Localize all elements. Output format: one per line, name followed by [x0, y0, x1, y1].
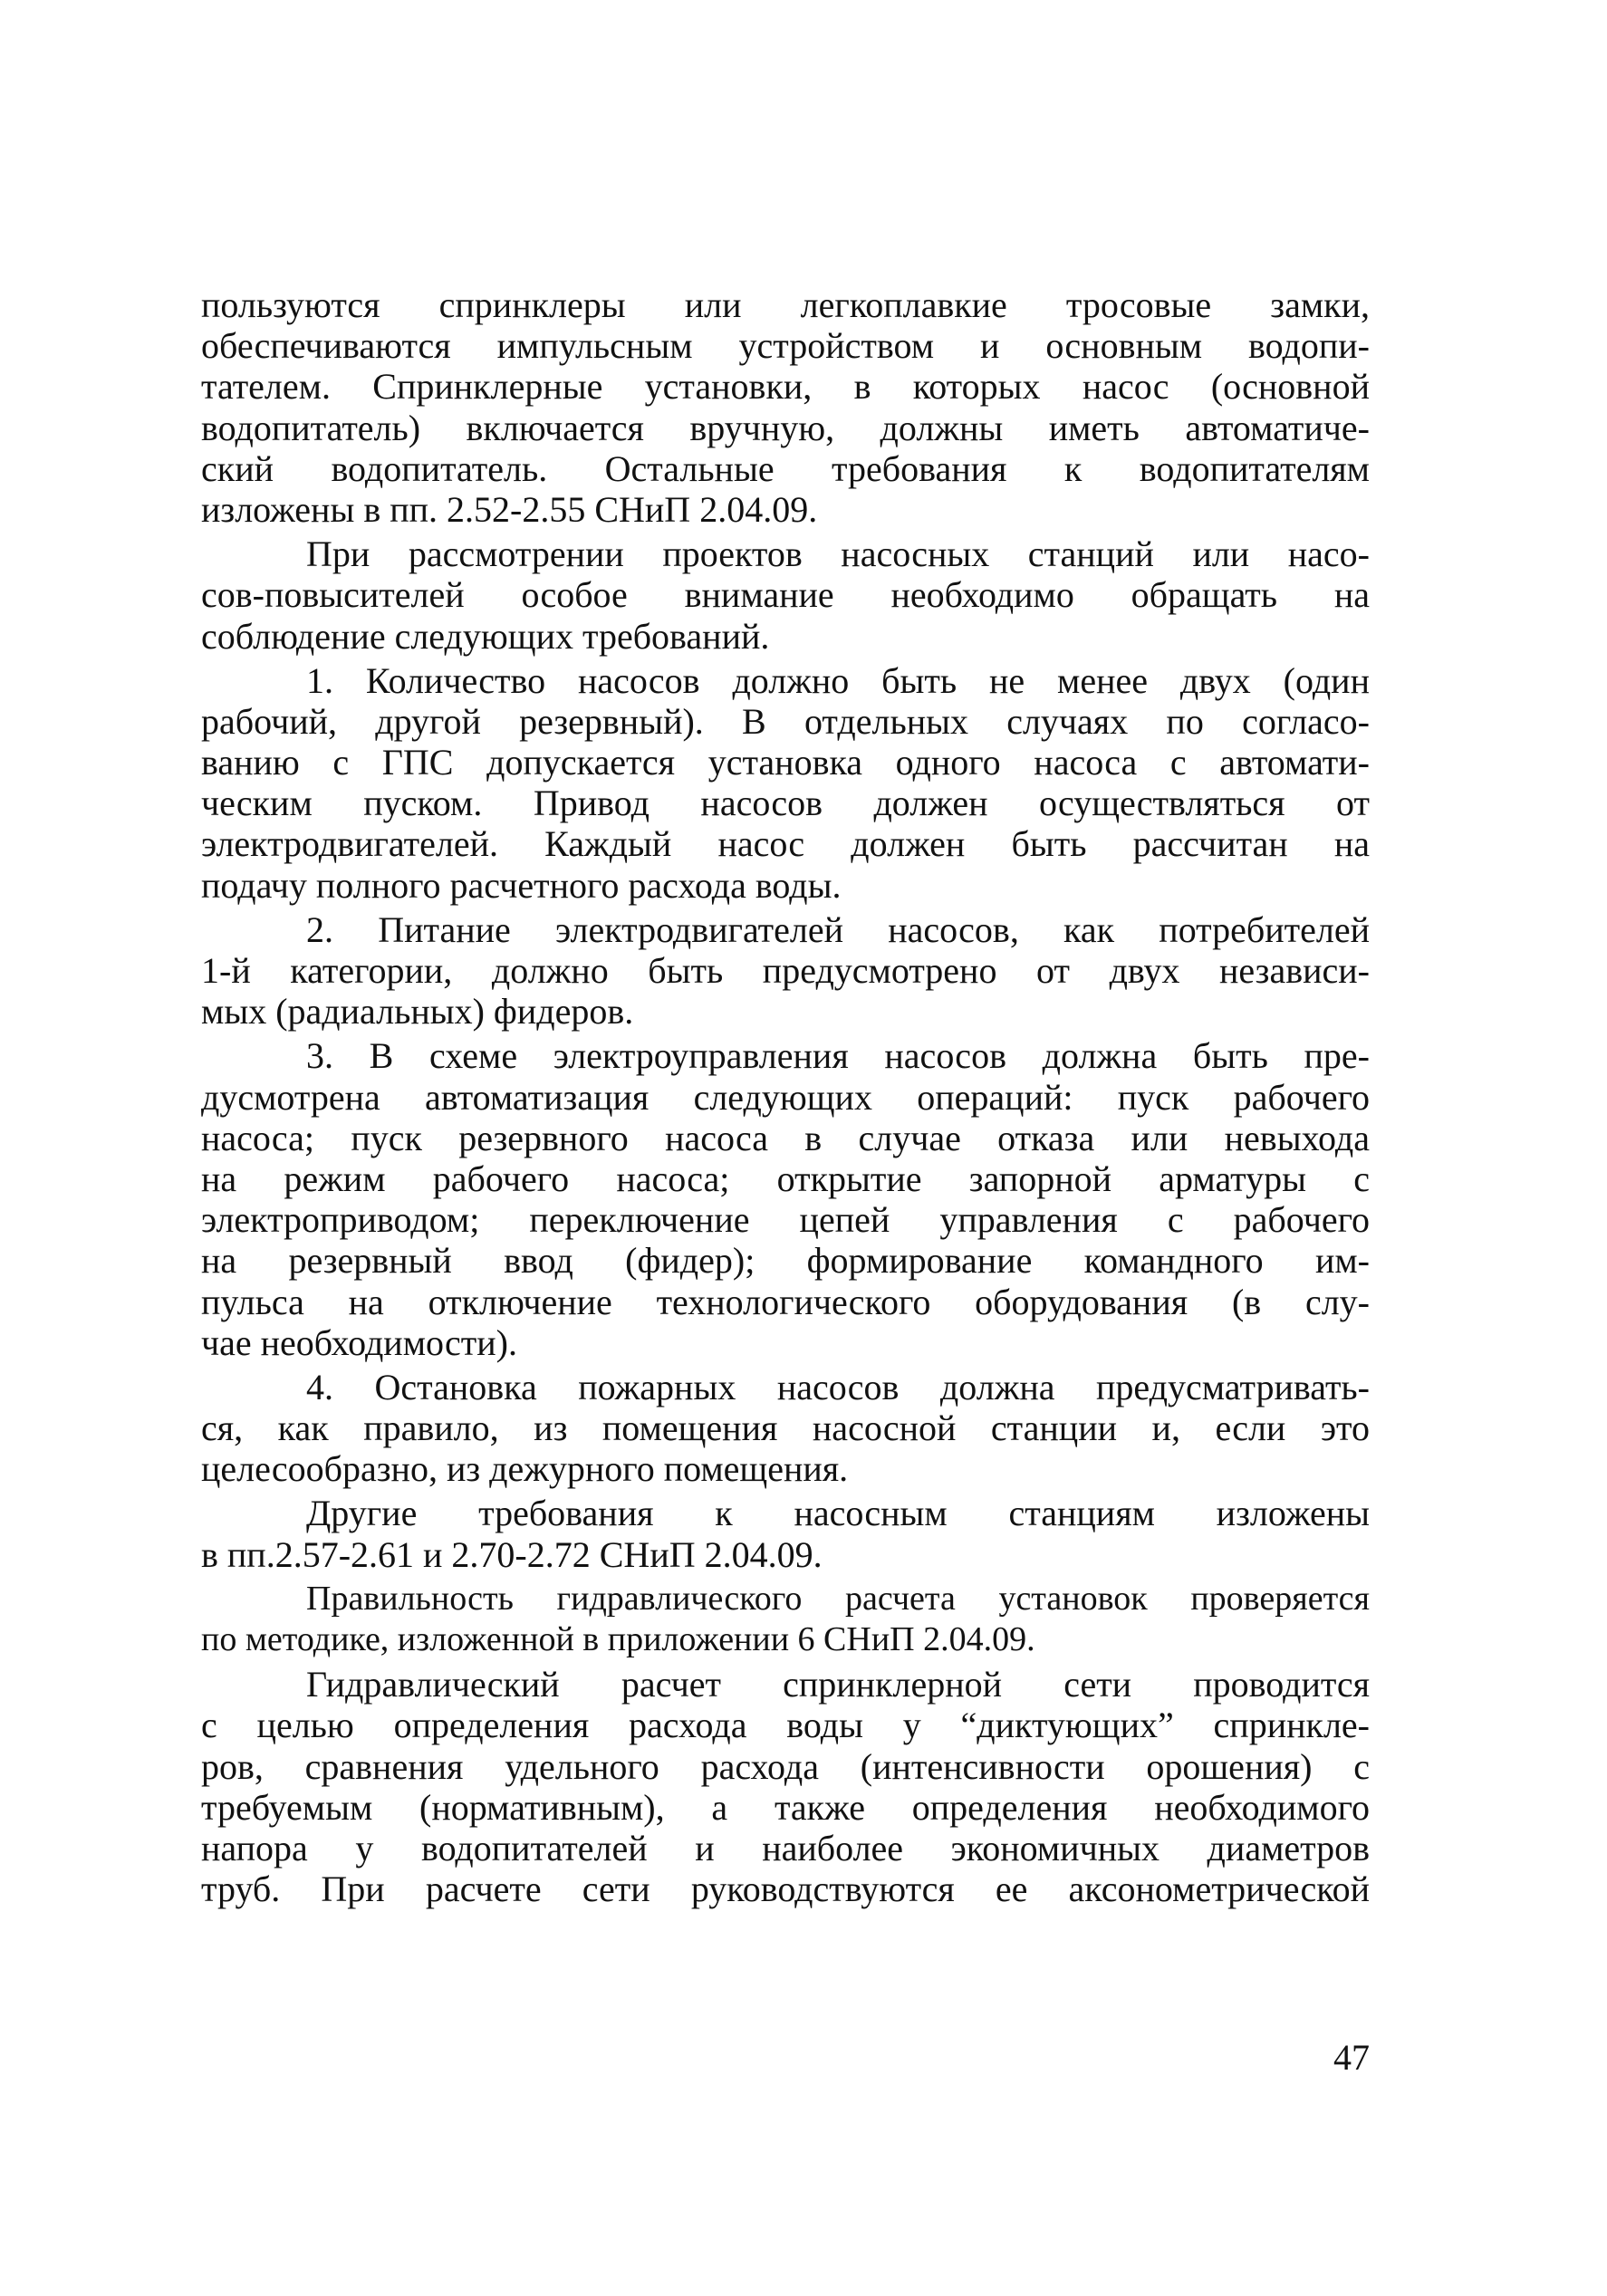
paragraph — [201, 1579, 1370, 1660]
text-line: на резервный ввод (фидер); формирование командного им- — [201, 1240, 1370, 1282]
text-line: соблюдение следующих требований. — [201, 615, 770, 657]
text-line: пользуются спринклеры или легкоплавкие тросовые замки, — [201, 284, 1370, 325]
text-line: водопитатель) включается вручную, должны иметь автоматиче- — [201, 407, 1370, 448]
page-number: 47 — [1333, 2037, 1370, 2078]
text-line: электроприводом; переключение цепей управления с рабочего — [201, 1199, 1370, 1241]
text-line: дусмотрена автоматизация следующих операций: пуск рабочего — [201, 1076, 1370, 1118]
text-line: Гидравлический расчет спринклерной сети проводится — [306, 1664, 1370, 1705]
text-line: ров, сравнения удельного расхода (интенсивности орошения) с — [201, 1745, 1370, 1787]
paragraph — [201, 660, 1370, 906]
text-line: пульса на отключение технологического оборудования (в слу- — [201, 1281, 1370, 1322]
text-line: обеспечиваются импульсным устройством и основным водопи- — [201, 325, 1370, 367]
text-line: рабочий, другой резервный). В отдельных случаях по согласо- — [201, 700, 1370, 742]
text-line: 1. Количество насосов должно быть не менее двух (один — [306, 659, 1370, 701]
text-line: 3. В схеме электроуправления насосов должна быть пре- — [306, 1035, 1370, 1077]
text-line: подачу полного расчетного расхода воды. — [201, 864, 842, 906]
paragraph — [201, 1367, 1370, 1490]
text-line: Другие требования к насосным станциям изложены — [306, 1493, 1370, 1534]
text-line: требуемым (нормативным), а также определения необходимого — [201, 1786, 1370, 1828]
text-line: тателем. Спринклерные установки, в которых насос (основной — [201, 366, 1370, 408]
text-line: на режим рабочего насоса; открытие запорной арматуры с — [201, 1158, 1370, 1199]
text-line: целесообразно, из дежурного помещения. — [201, 1448, 849, 1490]
text-line: ский водопитатель. Остальные требования к водопитателям — [201, 447, 1370, 489]
text-line: 1-й категории, должно быть предусмотрено от двух независи- — [201, 950, 1370, 991]
text-line: ся, как правило, из помещения насосной станции и, если это — [201, 1407, 1370, 1449]
text-line: мых (радиальных) фидеров. — [201, 991, 634, 1033]
text-line: в пп.2.57-2.61 и 2.70-2.72 СНиП 2.04.09. — [201, 1533, 823, 1575]
text-line: ческим пуском. Привод насосов должен осуществляться от — [201, 783, 1370, 824]
text-line: Правильность гидравлического расчета установок проверяется — [306, 1579, 1370, 1618]
body-text — [201, 284, 1370, 1909]
text-line: 4. Остановка пожарных насосов должна предусматривать- — [306, 1366, 1370, 1407]
text-line: труб. При расчете сети руководствуются ее аксонометрической — [201, 1869, 1370, 1910]
text-line: 2. Питание электродвигателей насосов, как потребителей — [306, 908, 1370, 950]
paragraph — [201, 533, 1370, 657]
text-line: изложены в пп. 2.52-2.55 СНиП 2.04.09. — [201, 488, 818, 530]
text-line: чае необходимости). — [201, 1321, 517, 1363]
text-line: электродвигателей. Каждый насос должен быть рассчитан на — [201, 823, 1370, 865]
paragraph — [201, 1664, 1370, 1909]
text-line: по методике, изложенной в приложении 6 СНиП 2.04.09. — [201, 1620, 1035, 1658]
text-line: насоса; пуск резервного насоса в случае отказа или невыхода — [201, 1117, 1370, 1158]
text-line: с целью определения расхода воды у “диктующих” спринкле- — [201, 1705, 1370, 1746]
text-line: напора у водопитателей и наиболее экономичных диаметров — [201, 1827, 1370, 1869]
paragraph — [201, 1493, 1370, 1574]
paragraph — [201, 909, 1370, 1033]
text-line: ванию с ГПС допускается установка одного насоса с автомати- — [201, 742, 1370, 783]
text-line: При рассмотрении проектов насосных станций или насо- — [306, 533, 1370, 575]
paragraph — [201, 284, 1370, 530]
paragraph — [201, 1035, 1370, 1363]
text-line: сов-повысителей особое внимание необходимо обращать на — [201, 574, 1370, 616]
